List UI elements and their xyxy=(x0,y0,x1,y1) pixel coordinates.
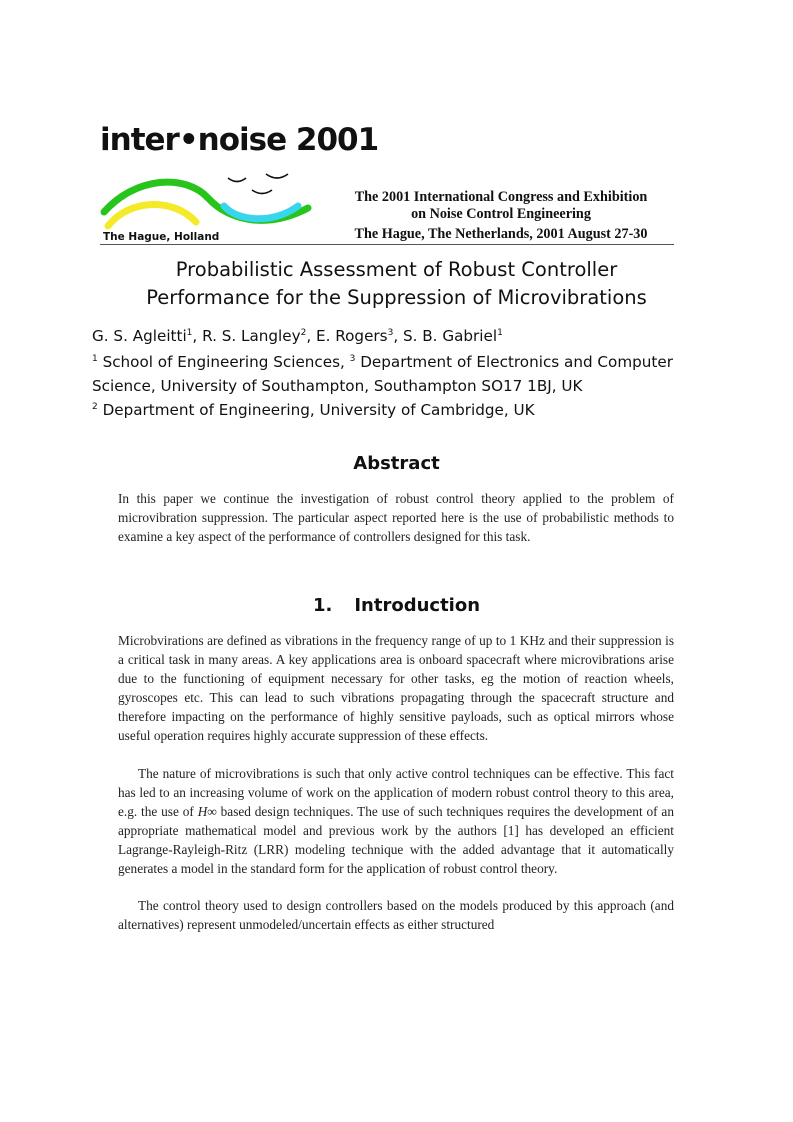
affiliation-line-2: Science, University of Southampton, Southampton SO17 1BJ, UK xyxy=(92,377,583,395)
paragraph-text: The nature of microvibrations is such that only active control techniques can be effective. This fact has led to an increasing volume of work on the application of modern robust control theory to this area, e.g. the use of xyxy=(118,766,674,819)
yellow-wave xyxy=(108,204,196,226)
conference-line-1: The 2001 International Congress and Exhibition xyxy=(354,189,648,205)
abstract-text: In this paper we continue the investigation of robust control theory applied to the problem of microvibration suppression. The particular aspect reported here is the use of probabilistic methods to examine a key aspect of the performance of controllers designed for this task. xyxy=(118,491,674,544)
intro-paragraph-3: The control theory used to design controllers based on the models produced by this approach (and alternatives) represent unmodeled/uncertain effects as either structured xyxy=(118,898,674,932)
paper-title-line-1: Probabilistic Assessment of Robust Controller xyxy=(175,258,618,281)
wave-logo-icon xyxy=(96,168,316,238)
smile-mark xyxy=(266,174,288,178)
abstract-heading: Abstract xyxy=(353,453,440,474)
logo-location: The Hague, Holland xyxy=(103,231,220,243)
conference-line-3: The Hague, The Netherlands, 2001 August 27-30 xyxy=(354,226,648,242)
section-title: Introduction xyxy=(354,595,481,616)
paper-title-line-2: Performance for the Suppression of Microvibrations xyxy=(146,286,647,309)
author-name: G. S. Agleitti xyxy=(92,327,187,345)
affiliation-mark: 3 xyxy=(349,354,356,364)
affiliation-mark: 1 xyxy=(92,354,98,364)
author-mark: 2 xyxy=(300,328,307,338)
affiliation-text: Department of Engineering, University of Cambridge, UK xyxy=(102,401,535,419)
author-name: R. S. Langley xyxy=(202,327,301,345)
conference-logo-wordmark: inter•noise 2001 xyxy=(100,122,379,158)
author-mark: 1 xyxy=(497,328,503,338)
author-list: G. S. Agleitti$^1$, R. S. Langley$^2$, E. Rogers$^3$, S. B. Gabriel$^1$ xyxy=(92,327,503,345)
header-rule xyxy=(100,244,674,245)
author-mark: 3 xyxy=(387,328,394,338)
intro-paragraph-2 xyxy=(118,765,674,878)
smile-mark xyxy=(228,178,246,182)
paragraph-text: based design techniques. The use of such techniques requires the development of an appropriate mathematical model and previous work by the authors [1] has developed an efficient Lagrange-Rayleigh-Ritz (LRR) modeling technique with the added advantage that it automatically generates a model in the standard form for the application of robust control theory. xyxy=(118,803,674,876)
author-name: S. B. Gabriel xyxy=(402,327,498,345)
conference-line-2: on Noise Control Engineering xyxy=(411,206,591,222)
section-number: 1. xyxy=(312,595,333,616)
h-infinity-symbol: H∞ xyxy=(197,803,217,819)
smile-mark xyxy=(252,190,272,194)
introduction-heading xyxy=(0,595,793,616)
affiliation-text: Department of Electronics and Computer xyxy=(360,353,673,371)
intro-paragraph-1: Microbvirations are defined as vibrations in the frequency range of up to 1 KHz and their suppression is a critical task in many areas. A key applications area is onboard spacecraft where microvibrations arise due to the functioning of equipment necessary for other tasks, eg the motion of reaction wheels, gyroscopes etc. This can lead to such vibrations propagating through the spacecraft structure and therefore impacting on the performance of highly sensitive payloads, such as optical mirrors whose useful operation requires highly accurate suppression of these effects. xyxy=(118,633,674,743)
affiliation-line-3 xyxy=(92,401,535,419)
affiliation-mark: 2 xyxy=(92,402,98,412)
author-name: E. Rogers xyxy=(316,327,388,345)
author-mark: 1 xyxy=(186,328,193,338)
affiliation-line-1 xyxy=(92,353,673,371)
affiliation-text: School of Engineering Sciences, xyxy=(102,353,345,371)
